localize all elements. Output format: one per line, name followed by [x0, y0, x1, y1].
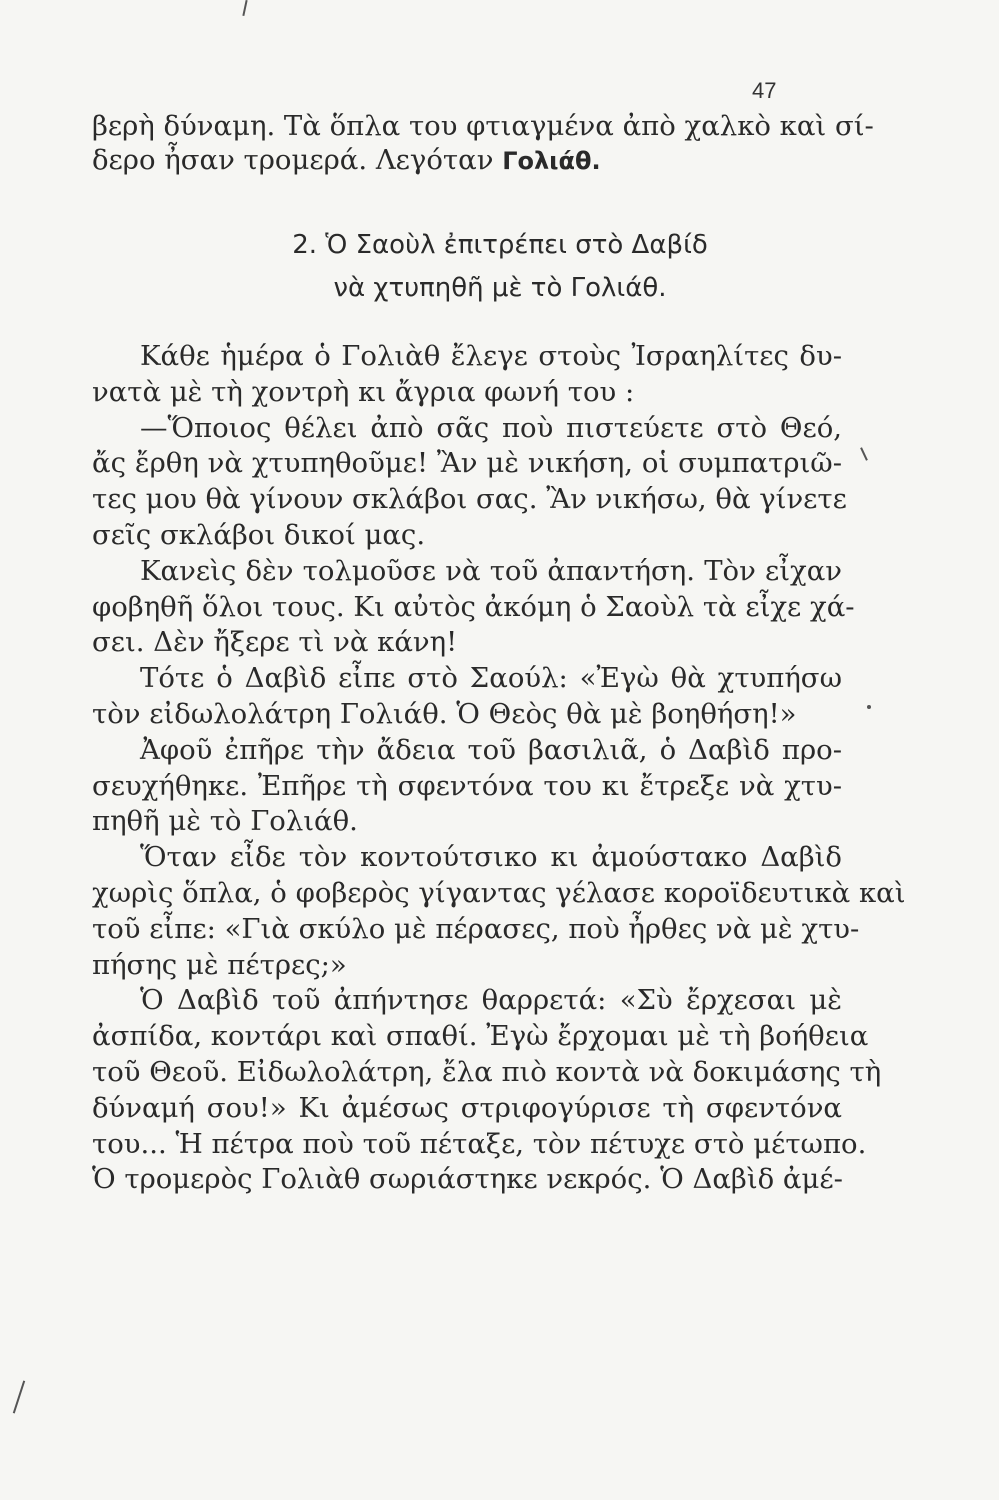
section-heading: [100, 224, 900, 310]
body-line: Κάθε ἡμέρα ὁ Γολιὰθ ἔλεγε στοὺς Ἰσραηλίτες δυ-: [140, 340, 842, 372]
intro-paragraph: [92, 110, 874, 178]
body-line: Ὁ Δαβὶδ τοῦ ἀπήντησε θαρρετά: «Σὺ ἔρχεσαι μὲ: [140, 984, 842, 1017]
scan-speck: [13, 1381, 25, 1414]
body-line: Τότε ὁ Δαβὶδ εἶπε στὸ Σαούλ: «Ἐγὼ θὰ χτυπήσω: [140, 662, 842, 695]
body-line: σεῖς σκλάβοι δικοί μας.: [92, 518, 426, 551]
body-line: τοῦ Θεοῦ. Εἰδωλολάτρη, ἔλα πιὸ κοντὰ νὰ δοκιμάσης τὴ: [92, 1055, 882, 1088]
body-line: Ὅταν εἶδε τὸν κοντούτσικο κι ἀμούστακο Δαβὶδ: [140, 841, 842, 874]
body-line: Ἀφοῦ ἐπῆρε τὴν ἄδεια τοῦ βασιλιᾶ, ὁ Δαβὶδ προ-: [140, 733, 842, 766]
body-line: τες μου θὰ γίνουν σκλάβοι σας. Ἂν νικήσω, θὰ γίνετε: [92, 483, 847, 516]
body-line: ἄς ἔρθη νὰ χτυπηθοῦμε! Ἂν μὲ νικήση, οἱ συμπατριῶ-: [92, 447, 842, 480]
scan-speck: [860, 447, 868, 461]
body-line: τοῦ εἶπε: «Γιὰ σκύλο μὲ πέρασες, ποὺ ἦρθες νὰ μὲ χτυ-: [92, 912, 860, 945]
scan-speck: [242, 0, 247, 16]
body-line: πηθῆ μὲ τὸ Γολιάθ.: [92, 805, 358, 838]
body-text: [92, 339, 906, 1198]
body-line: τὸν εἰδωλολάτρη Γολιάθ. Ὁ Θεὸς θὰ μὲ βοηθήση!»: [92, 697, 797, 730]
body-line: νατὰ μὲ τὴ χοντρὴ κι ἄγρια φωνή του :: [92, 375, 635, 408]
body-line: —Ὅποιος θέλει ἀπὸ σᾶς ποὺ πιστεύετε στὸ Θεό,: [140, 411, 842, 444]
body-line: πήσης μὲ πέτρες;»: [92, 948, 347, 981]
intro-line: βερὴ δύναμη. Τὰ ὅπλα του φτιαγμένα ἀπὸ χαλκὸ καὶ σί-: [92, 110, 874, 142]
body-line: φοβηθῆ ὅλοι τους. Κι αὐτὸς ἀκόμη ὁ Σαοὺλ τὰ εἶχε χά-: [92, 590, 855, 623]
body-line: δύναμή σου!» Κι ἀμέσως στριφογύρισε τὴ σφεντόνα: [92, 1091, 842, 1124]
body-line: ἀσπίδα, κοντάρι καὶ σπαθί. Ἐγὼ ἔρχομαι μὲ τὴ βοήθεια: [92, 1020, 869, 1053]
scan-speck: [867, 705, 871, 709]
body-line: σευχήθηκε. Ἐπῆρε τὴ σφεντόνα του κι ἔτρεξε νὰ χτυ-: [92, 769, 842, 802]
body-line: του... Ἡ πέτρα ποὺ τοῦ πέταξε, τὸν πέτυχε στὸ μέτωπο.: [92, 1127, 867, 1160]
body-line: χωρὶς ὅπλα, ὁ φοβερὸς γίγαντας γέλασε κοροϊδευτικὰ καὶ: [92, 876, 906, 909]
page-number: 47: [752, 78, 777, 103]
body-line: Κανεὶς δὲν τολμοῦσε νὰ τοῦ ἀπαντήση. Τὸν εἶχαν: [140, 554, 842, 587]
intro-line: δερο ἦσαν τρομερά. Λεγόταν Γολιάθ.: [92, 143, 601, 176]
heading-line: 2. Ὁ Σαοὺλ ἐπιτρέπει στὸ Δαβίδ: [292, 230, 708, 260]
heading-line: νὰ χτυπηθῆ μὲ τὸ Γολιάθ.: [333, 273, 667, 303]
goliath-name: Γολιάθ.: [502, 146, 601, 175]
body-line: σει. Δὲν ἤξερε τὶ νὰ κάνη!: [92, 626, 458, 659]
body-line: Ὁ τρομερὸς Γολιὰθ σωριάστηκε νεκρός. Ὁ Δαβὶδ ἀμέ-: [92, 1163, 843, 1196]
